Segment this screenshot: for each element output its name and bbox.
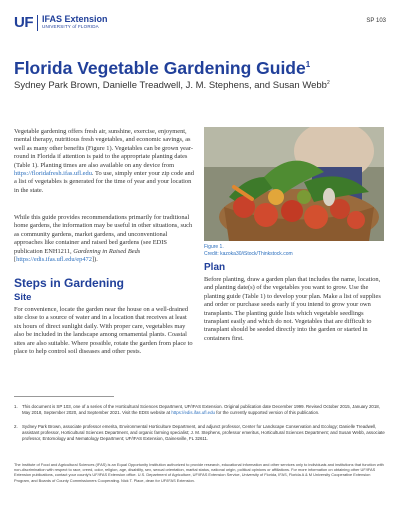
logo-subtitle: UNIVERSITY of FLORIDA <box>42 24 99 30</box>
plan-heading: Plan <box>204 262 226 273</box>
site-paragraph: For convenience, locate the garden near the house on a well-drained site close to a source of water and in a location that receives at least six hours of direct sunlight daily. With proper care, vegetables may also be included in the landscape among ornamental plants. Coastal sites are also suitable. Where possible, rotate the garden from place to place to help control soil diseases and other pests. <box>14 306 193 356</box>
page-header <box>14 14 386 36</box>
uf-ifas-logo[interactable] <box>14 14 108 31</box>
legal-disclaimer: The Institute of Food and Agricultural Sciences (IFAS) is an Equal Opportunity Institution authorized to provide research, educational information and other services only to individuals and institutions that function with non-discrimination with respect to race, creed, color, religion, age, disability, sex, sexual orientation, marital status, national origin, political opinions or affiliations. For more information on obtaining other UF/IFAS Extension publications, contact your county's UF/IFAS Extension office. U.S. Department of Agriculture, UF/IFAS Extension Service, University of Florida, IFAS, Florida A & M University Cooperative Extension Program, and Boards of County Commissioners Cooperating. Nick T. Place, dean for UF/IFAS Extension. <box>14 462 384 483</box>
title-footnote-ref[interactable]: 1 <box>305 60 311 70</box>
intro-paragraph-2: While this guide provides recommendations primarily for traditional home gardens, the information may be useful in other situations, such as community gardens, market gardens, and unconventional approaches like container and raised bed gardens (see EDIS publication ENH1211, Gardening in Raised Beds [https://edis.ifas.ufl.edu/ep472]). <box>14 214 193 264</box>
intro-paragraph-1: Vegetable gardening offers fresh air, sunshine, exercise, enjoyment, mental therapy, nutritious fresh vegetables, and economic savings, as well as many other benefits (Figure 1). Vegetables can be grown year-round in Florida if attention is paid to the appropriate planting dates (Table 1). Planting times are also available on any device from https://floridafresh.ifas.ufl.edu. To use, simply enter your zip code and a list of vegetables is generated for the time of year and your location in the state. <box>14 128 194 194</box>
logo-divider <box>37 15 38 31</box>
floridafresh-link[interactable]: https://floridafresh.ifas.ufl.edu <box>14 170 92 178</box>
figure-caption <box>204 244 293 257</box>
site-heading: Site <box>14 292 32 303</box>
edis-link[interactable]: https://edis.ifas.ufl.edu <box>171 410 216 415</box>
logo-mark: UF <box>14 14 33 31</box>
footnote-divider <box>14 396 114 397</box>
steps-heading: Steps in Gardening <box>14 276 125 290</box>
raised-beds-link[interactable]: https://edis.ifas.ufl.edu/ep472 <box>16 256 92 264</box>
logo-title: IFAS Extension <box>42 14 108 25</box>
figure-1-photo <box>204 127 384 241</box>
footnote-2: 2. Sydney Park Brown, associate professor emerita, Environmental Horticulture Department, and adjunct professor, Center for Landscape Conservation and Ecology; Danielle Treadwell, assistant professor, Horticultural Sciences Department, and organic farming specialist; J. M. Stephens, professor emeritus, Horticultural Sciences Department; and Susan Webb, associate professor, Entomology and Nematology Department; UF/IFAS Extension, Gainesville, FL 32611. <box>14 424 385 441</box>
authors-line: Sydney Park Brown, Danielle Treadwell, J. M. Stephens, and Susan Webb$^2$ <box>14 80 330 92</box>
footnote-1: 1. This document is SP 103, one of a series of the Horticultural Sciences Department, UF/IFAS Extension. Original publication date December 1999. Revised October 2015, January 2018, May 2018, September 2020, and September 2021. Visit the EDIS website at https://edis.ifas.ufl.edu for the currently supported version of this publication. <box>14 404 380 415</box>
plan-paragraph: Before planting, draw a garden plan that includes the name, location, and planting date(s) of the vegetables you want to grow. Use the planting guide (Table 1) to develop your plan. Make a list of supplies and order or purchase seeds early if you intend to grow your own transplants. The planting guide lists which vegetable seedlings transplant easily and which do not. Vegetables that are difficult to transplant should be seeded directly into the garden or started in containers first. <box>204 276 381 342</box>
page-title: Florida Vegetable Gardening Guide$^1$ <box>14 58 311 78</box>
figure-credit: Credit: kazoka30/iStock/Thinkstock.com <box>204 250 293 257</box>
authors-footnote-ref[interactable]: 2 <box>326 80 330 86</box>
publication-id: SP 103 <box>366 18 386 24</box>
vegetable-basket-image <box>204 127 384 241</box>
figure-label: Figure 1. <box>204 244 224 250</box>
